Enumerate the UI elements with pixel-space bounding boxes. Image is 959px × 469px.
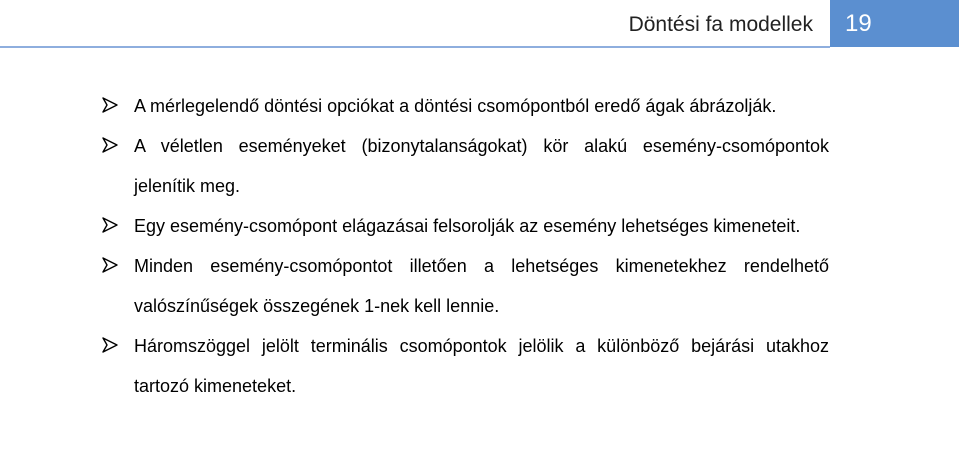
header-divider [0, 46, 830, 48]
slide-title: Döntési fa modellek [628, 13, 813, 36]
bullet-text: A véletlen eseményeket (bizonytalanságokat) kör alakú esemény-csomópontok jelenítik meg. [134, 136, 829, 196]
page-number-badge: 19 [830, 0, 959, 47]
arrowhead-bullet-icon [101, 336, 119, 354]
arrowhead-bullet-icon [101, 216, 119, 234]
bullet-text: Egy esemény-csomópont elágazásai felsorolják az esemény lehetséges kimeneteit. [134, 216, 801, 236]
bullet-list [101, 86, 829, 406]
bullet-text: Minden esemény-csomópontot illetően a lehetséges kimenetekhez rendelhető valószínűségek összegének 1-nek kell lennie. [134, 256, 829, 316]
arrowhead-bullet-icon [101, 256, 119, 274]
bullet-item [101, 206, 829, 246]
arrowhead-bullet-icon [101, 136, 119, 154]
bullet-text: A mérlegelendő döntési opciókat a döntési csomópontból eredő ágak ábrázolják. [134, 96, 777, 116]
arrowhead-bullet-icon [101, 96, 119, 114]
bullet-item [101, 86, 829, 126]
bullet-item [101, 126, 829, 206]
bullet-item [101, 246, 829, 326]
bullet-item [101, 326, 829, 406]
bullet-text: Háromszöggel jelölt terminális csomópontok jelölik a különböző bejárási utakhoz tartozó kimeneteket. [134, 336, 829, 396]
